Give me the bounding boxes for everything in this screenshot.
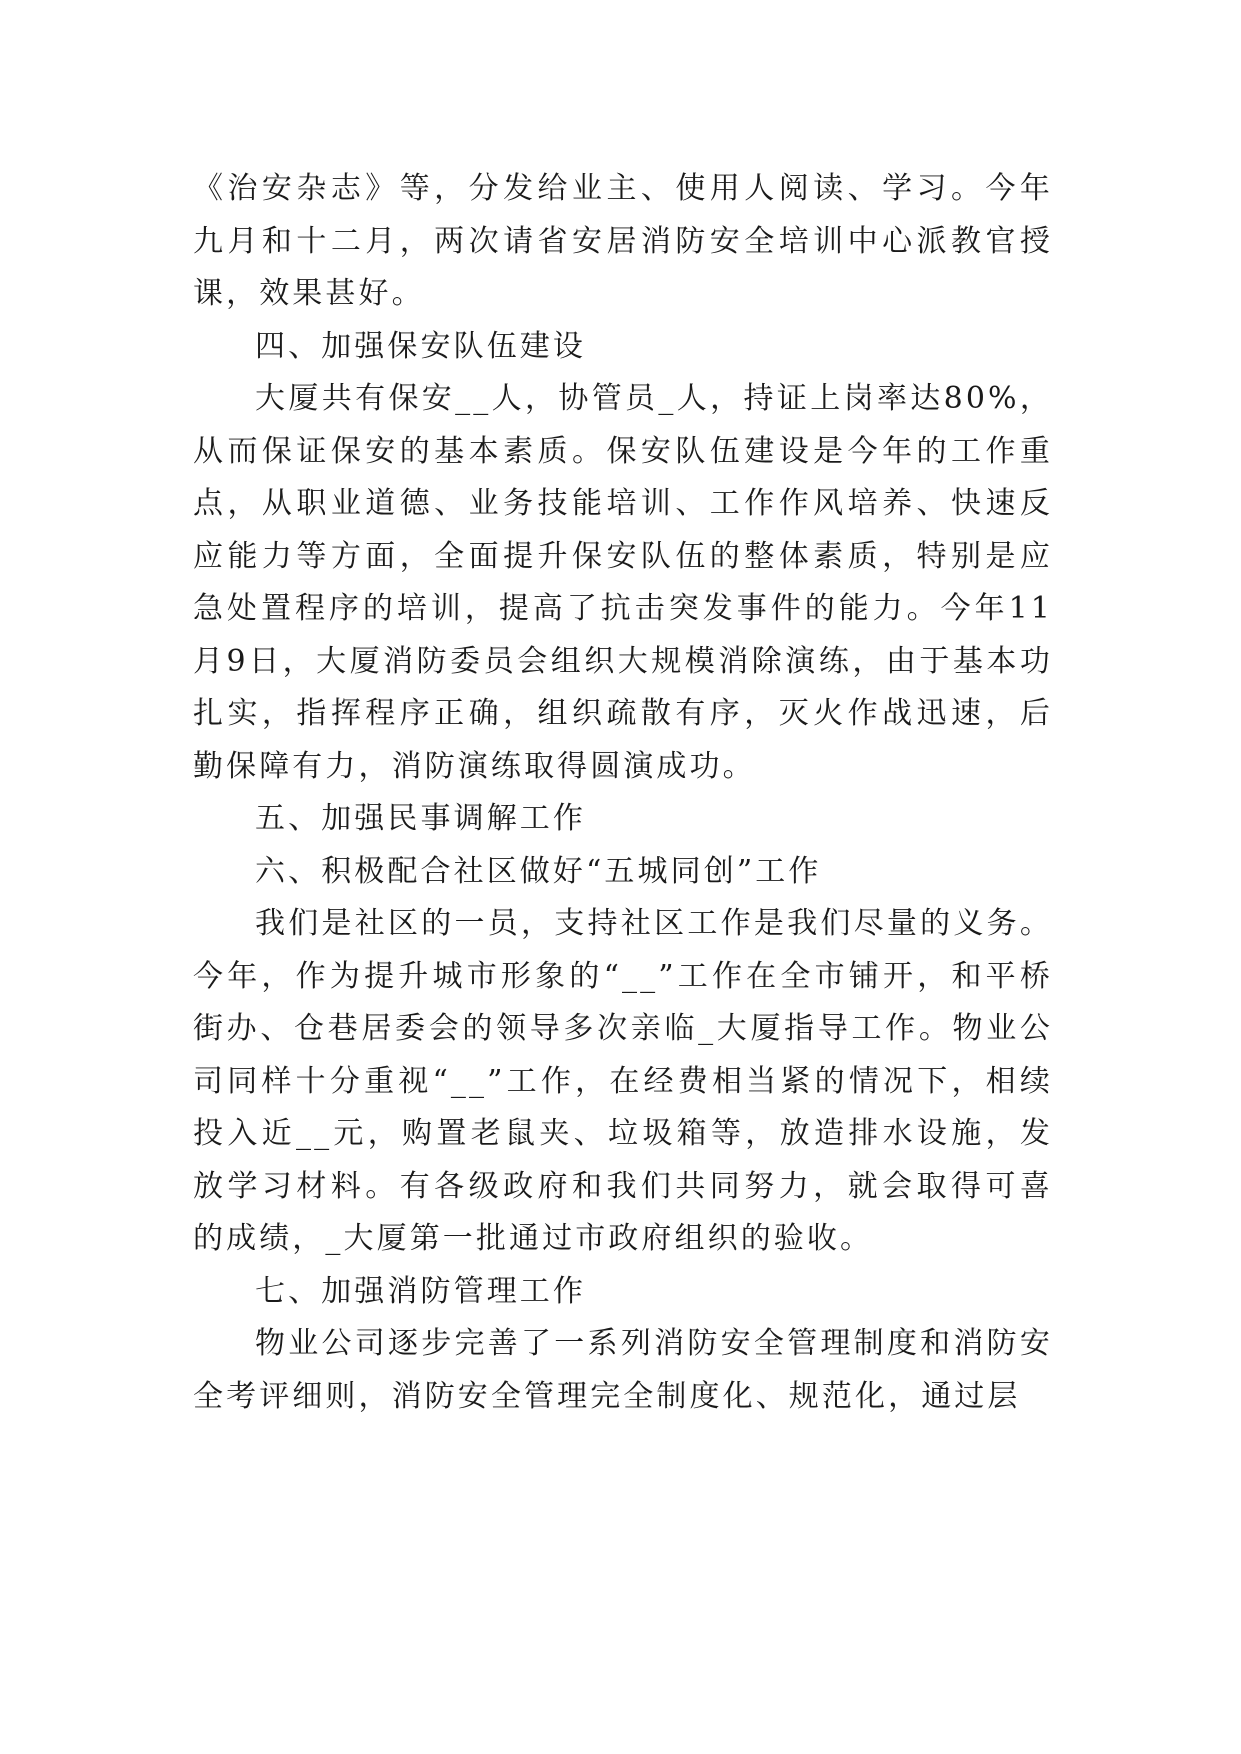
section-heading-5: 五、加强民事调解工作 xyxy=(255,801,586,836)
paragraph-community: 我们是社区的一员，支持社区工作是我们尽量的义务。今年，作为提升城市形象的“__”工作在全市铺开，和平桥街办、仓巷居委会的领导多次亲临_大厦指导工作。物业公司同样十分重视“__”工作，在经费相当紧的情况下，相续投入近__元，购置老鼠夹、垃圾箱等，放造排水设施，发放学习材料。有各级政府和我们共同努力，就会取得可喜的成绩，_大厦第一批通过市政府组织的验收。 xyxy=(193,906,1053,1256)
section-heading-6: 六、积极配合社区做好“五城同创”工作 xyxy=(255,853,822,889)
section-heading-4: 四、加强保安队伍建设 xyxy=(255,328,586,364)
paragraph-security-team: 大厦共有保安__人，协管员_人，持证上岗率达80%，从而保证保安的基本素质。保安队伍建设是今年的工作重点，从职业道德、业务技能培训、工作作风培养、快速反应能力等方面，全面提升保安队伍的整体素质，特别是应急处置程序的培训，提高了抗击突发事件的能力。今年11月9日，大厦消防委员会组织大规模消除演练，由于基本功扎实，指挥程序正确，组织疏散有序，灭火作战迅速，后勤保障有力，消防演练取得圆演成功。 xyxy=(193,381,1053,784)
paragraph-continuation: 《治安杂志》等，分发给业主、使用人阅读、学习。今年九月和十二月，两次请省安居消防安全培训中心派教官授课，效果甚好。 xyxy=(193,171,1053,311)
paragraph-fire-management: 物业公司逐步完善了一系列消防安全管理制度和消防安全考评细则，消防安全管理完全制度化、规范化，通过层 xyxy=(193,1326,1053,1414)
section-heading-7: 七、加强消防管理工作 xyxy=(255,1273,586,1309)
document-body xyxy=(193,163,1053,1423)
